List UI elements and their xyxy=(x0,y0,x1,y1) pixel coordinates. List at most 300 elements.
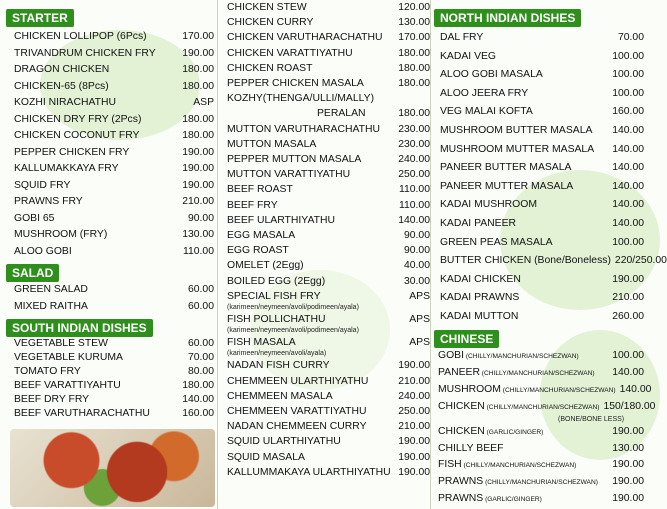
menu-item xyxy=(14,145,214,162)
menu-item xyxy=(227,312,430,327)
menu-item xyxy=(440,48,644,67)
item-price: 150/180.00 xyxy=(603,400,656,412)
south-list xyxy=(6,337,214,421)
item-price: 30.00 xyxy=(403,275,430,287)
item-name-text: EGG ROAST xyxy=(227,245,289,257)
menu-item xyxy=(14,62,214,79)
item-name xyxy=(227,465,391,480)
item-price: 230.00 xyxy=(398,123,430,135)
item-name-text: MIXED RAITHA xyxy=(14,300,88,312)
item-name-text: BEEF FRY xyxy=(227,199,278,211)
item-name-text: BUTTER CHICKEN (Bone/Boneless) xyxy=(440,255,611,267)
item-price: 190.00 xyxy=(612,273,644,285)
menu-item xyxy=(14,95,214,112)
item-name xyxy=(227,46,353,61)
menu-item xyxy=(227,15,430,30)
menu-item xyxy=(14,46,214,63)
menu-item xyxy=(14,128,214,145)
item-name-text: BEEF VARUTHARACHATHU xyxy=(14,408,150,419)
item-name-text: CHICKEN VARATTIYATHU xyxy=(227,47,353,59)
item-name xyxy=(227,358,330,373)
menu-item xyxy=(438,457,644,474)
item-name-text: BOILED EGG (2Egg) xyxy=(227,275,326,287)
item-price: 190.00 xyxy=(398,451,430,463)
item-name-text: CHEMMEEN VARATTIYATHU xyxy=(227,406,367,418)
item-price: 140.00 xyxy=(612,162,644,174)
item-name xyxy=(438,424,543,441)
salad-list xyxy=(6,282,214,315)
menu-item xyxy=(227,91,430,106)
item-style-options: (CHILLY/MANCHURIAN/SCHEZWAN) xyxy=(479,369,595,377)
item-name-text: CHICKEN ROAST xyxy=(227,62,313,74)
item-price: 190.00 xyxy=(612,458,644,470)
item-name xyxy=(227,91,374,106)
item-price: 190.00 xyxy=(398,436,430,448)
item-name xyxy=(14,79,109,96)
item-price: 180.00 xyxy=(398,47,430,59)
menu-item xyxy=(14,112,214,129)
item-name-text: DRAGON CHICKEN xyxy=(14,64,110,75)
item-name xyxy=(14,393,89,407)
item-name xyxy=(227,450,305,465)
item-name xyxy=(440,178,573,197)
item-style-options: (CHILLY/MANCHURIAN/SCHEZWAN) xyxy=(461,461,577,469)
item-name xyxy=(14,128,139,145)
menu-item xyxy=(14,211,214,228)
menu-item xyxy=(440,66,644,85)
section-salad-title: SALAD xyxy=(6,264,59,282)
item-name xyxy=(227,30,382,45)
item-name-text: KADAI MUSHROOM xyxy=(440,199,537,211)
item-name xyxy=(438,457,576,474)
middle-list xyxy=(222,0,430,480)
item-name xyxy=(440,271,521,290)
item-name xyxy=(227,404,367,419)
item-price: 190.00 xyxy=(612,492,644,504)
item-price: 140.00 xyxy=(612,143,644,155)
item-name xyxy=(14,407,150,421)
item-name xyxy=(438,382,616,399)
menu-item xyxy=(227,335,430,350)
item-name xyxy=(438,474,598,491)
menu-item xyxy=(438,382,652,399)
menu-item xyxy=(14,178,214,195)
item-name xyxy=(227,434,341,449)
item-name-text: OMELET (2Egg) xyxy=(227,260,304,272)
item-name-text: VEGETABLE STEW xyxy=(14,338,108,349)
item-price: 210.00 xyxy=(398,375,430,387)
menu-item xyxy=(227,152,430,167)
menu-item xyxy=(14,29,214,46)
menu-item xyxy=(14,79,214,96)
item-name xyxy=(14,379,121,393)
item-price: 120.00 xyxy=(398,2,430,13)
menu-item xyxy=(227,76,430,91)
item-price: 180.00 xyxy=(182,80,214,92)
item-name-text: CHICKEN LOLLIPOP (6Pcs) xyxy=(14,31,147,42)
menu-item xyxy=(227,258,430,273)
item-price: 140.00 xyxy=(182,394,214,405)
menu-item xyxy=(227,404,430,419)
item-price: 210.00 xyxy=(612,292,644,304)
menu-item xyxy=(227,374,430,389)
item-price: 160.00 xyxy=(612,106,644,118)
item-price: 100.00 xyxy=(612,69,644,81)
item-name-text: CHEMMEEN MASALA xyxy=(227,390,333,402)
item-name xyxy=(440,66,543,85)
item-price: 40.00 xyxy=(403,260,430,272)
menu-item xyxy=(440,289,644,308)
item-name xyxy=(227,289,321,304)
item-name-text: PEPPER MUTTON MASALA xyxy=(227,154,362,166)
item-name-text: PANEER xyxy=(438,366,480,378)
item-name-text: EGG MASALA xyxy=(227,230,296,242)
item-price: 190.00 xyxy=(182,179,214,191)
item-name xyxy=(227,182,293,197)
item-name xyxy=(440,103,533,122)
menu-item xyxy=(14,194,214,211)
item-name xyxy=(227,374,368,389)
item-price: 210.00 xyxy=(398,421,430,433)
item-name-text: BEEF ROAST xyxy=(227,184,293,196)
item-name-text: KOZHY(THENGA/ULLI/MALLY) xyxy=(227,93,375,105)
item-name xyxy=(440,159,571,178)
item-name-text: GREEN SALAD xyxy=(14,284,88,295)
item-price: 90.00 xyxy=(187,212,214,224)
item-price: 60.00 xyxy=(187,284,214,295)
item-price: 180.00 xyxy=(398,108,430,120)
item-name-text: FISH POLLICHATHU xyxy=(227,314,326,326)
menu-item xyxy=(227,198,430,213)
item-name xyxy=(440,48,496,67)
item-price: 220/250.00 xyxy=(614,255,667,267)
menu-item xyxy=(440,178,644,197)
item-name xyxy=(227,106,366,121)
menu-item xyxy=(440,29,644,48)
item-name-text: VEGETABLE KURUMA xyxy=(14,352,123,363)
item-price: 170.00 xyxy=(398,32,430,44)
menu-item xyxy=(14,244,214,261)
item-price: 190.00 xyxy=(182,163,214,174)
item-name xyxy=(14,282,88,299)
item-name xyxy=(440,85,528,104)
section-south-title: SOUTH INDIAN DISHES xyxy=(6,319,153,337)
item-name-text: CHILLY BEEF xyxy=(438,442,504,454)
menu-item xyxy=(440,215,644,234)
item-name-text: CHICKEN VARUTHARACHATHU xyxy=(227,32,383,44)
menu-item xyxy=(14,337,214,351)
item-price: APS xyxy=(409,314,430,326)
item-price: 180.00 xyxy=(182,113,214,125)
item-price: 260.00 xyxy=(612,310,644,322)
item-name-text: KALLUMMAKAYA ULARTHIYATHU xyxy=(227,466,391,478)
item-price: 190.00 xyxy=(182,47,214,59)
item-name-text: FISH xyxy=(438,458,462,470)
item-name-text: CHEMMEEN ULARTHIYATHU xyxy=(227,375,369,387)
menu-item xyxy=(227,465,430,480)
item-price: 180.00 xyxy=(398,62,430,74)
item-price: 180.00 xyxy=(182,130,214,141)
item-price: 80.00 xyxy=(187,366,214,377)
item-name-text: NADAN FISH CURRY xyxy=(227,360,330,372)
item-name xyxy=(14,351,123,365)
item-name-text: MUTTON VARATTIYATHU xyxy=(227,169,351,181)
item-name xyxy=(440,196,537,215)
menu-item xyxy=(14,379,214,393)
menu-item xyxy=(440,159,644,178)
starter-list xyxy=(6,29,214,260)
item-price: 100.00 xyxy=(612,349,644,361)
item-price: APS xyxy=(409,337,430,349)
item-name-text: BEEF DRY FRY xyxy=(14,394,90,405)
menu-item xyxy=(227,389,430,404)
section-starter-title: STARTER xyxy=(6,9,74,27)
item-price: 110.00 xyxy=(398,184,430,196)
item-name-text: ALOO GOBI xyxy=(14,245,72,257)
menu-item xyxy=(438,399,656,416)
menu-item xyxy=(14,407,214,421)
menu-item xyxy=(438,348,644,365)
north-list xyxy=(434,29,667,327)
item-name-text: FISH MASALA xyxy=(227,337,296,349)
item-price: 140.00 xyxy=(612,199,644,211)
item-name xyxy=(227,243,289,258)
item-name xyxy=(440,308,518,327)
item-name xyxy=(440,29,483,48)
item-name-text: PEPPER CHICKEN FRY xyxy=(14,146,130,158)
item-price: 210.00 xyxy=(182,196,214,207)
item-price: 190.00 xyxy=(612,425,644,437)
menu-item xyxy=(438,365,644,382)
item-name-text: KADAI PRAWNS xyxy=(440,292,520,304)
item-price: 180.00 xyxy=(182,380,214,391)
item-price: 190.00 xyxy=(182,146,214,158)
item-price: 110.00 xyxy=(398,199,430,211)
item-name xyxy=(227,137,316,152)
menu-item xyxy=(227,228,430,243)
menu-item xyxy=(438,474,644,491)
item-name-text: KADAI VEG xyxy=(440,50,497,62)
item-name xyxy=(440,215,516,234)
item-name-text: KADAI PANEER xyxy=(440,217,517,229)
item-price: 70.00 xyxy=(187,352,214,363)
menu-item xyxy=(440,252,667,271)
section-chinese-title: CHINESE xyxy=(434,330,499,348)
item-note: (karimeen/neymeen/avoli/ayala) xyxy=(227,350,327,358)
item-name xyxy=(440,289,519,308)
item-name-text: BEEF VARATTIYAHTU xyxy=(14,380,121,391)
menu-item xyxy=(14,351,214,365)
menu-item xyxy=(227,137,430,152)
item-name-text: KADAI CHICKEN xyxy=(440,273,521,285)
item-name-text: KOZHI NIRACHATHU xyxy=(14,97,116,108)
item-name-text: BEEF ULARTHIYATHU xyxy=(227,214,335,226)
chinese-list xyxy=(434,348,656,508)
menu-item xyxy=(227,46,430,61)
menu-item xyxy=(440,196,644,215)
item-name-text: PERALAN xyxy=(317,108,366,120)
item-name-text: SPECIAL FISH FRY xyxy=(227,290,321,302)
item-name-text: TRIVANDRUM CHICKEN FRY xyxy=(14,47,156,59)
item-name-text: CHICKEN xyxy=(438,425,485,437)
menu-item xyxy=(227,30,430,45)
item-name xyxy=(14,211,54,228)
item-name xyxy=(227,228,295,243)
menu-item xyxy=(227,289,430,304)
item-name xyxy=(227,152,361,167)
menu-item xyxy=(440,122,644,141)
item-name xyxy=(14,227,107,244)
item-price: 190.00 xyxy=(398,360,430,372)
item-name xyxy=(438,441,503,457)
item-price: 110.00 xyxy=(182,245,214,257)
item-name xyxy=(227,312,326,327)
item-name xyxy=(14,299,88,316)
menu-item xyxy=(440,271,644,290)
item-name xyxy=(438,399,599,416)
item-price: 140.00 xyxy=(398,214,430,226)
item-name-text: CHICKEN-65 (8Pcs) xyxy=(14,80,109,92)
item-price: 140.00 xyxy=(619,383,652,395)
item-name-text: PANEER MUTTER MASALA xyxy=(440,180,574,192)
item-name xyxy=(227,15,313,30)
item-price: 100.00 xyxy=(612,50,644,62)
menu-item xyxy=(14,227,214,244)
menu-item xyxy=(438,441,644,457)
item-name-text: PEPPER CHICKEN MASALA xyxy=(227,78,364,90)
item-name-text: MUSHROOM MUTTER MASALA xyxy=(440,143,595,155)
menu-item xyxy=(227,213,430,228)
item-price: 140.00 xyxy=(612,180,644,192)
item-name-text: NADAN CHEMMEEN CURRY xyxy=(227,421,367,433)
menu-item xyxy=(227,182,430,197)
item-style-options: (CHILLY/MANCHURIAN/SCHEZWAN) xyxy=(484,403,600,411)
item-name xyxy=(227,198,278,213)
item-name-text: CHICKEN STEW xyxy=(227,2,307,13)
item-name-text: KALLUMAKKAYA FRY xyxy=(14,163,119,174)
item-name xyxy=(14,244,72,261)
item-price: 60.00 xyxy=(187,300,214,312)
item-price: 180.00 xyxy=(398,78,430,90)
item-name xyxy=(14,365,81,379)
item-name xyxy=(227,76,364,91)
menu-item xyxy=(227,61,430,76)
item-name-text: GOBI xyxy=(438,349,464,361)
item-name-text: ALOO JEERA FRY xyxy=(440,87,529,99)
item-price: 140.00 xyxy=(612,366,644,378)
item-name xyxy=(14,145,129,162)
item-price: 70.00 xyxy=(617,32,644,43)
item-price: 100.00 xyxy=(612,236,644,248)
column-middle xyxy=(222,0,430,509)
item-style-options: (CHILLY/MANCHURIAN/SCHEZWAN) xyxy=(463,352,579,360)
food-photo xyxy=(10,429,215,507)
menu-item xyxy=(227,167,430,182)
item-name-text: CHICKEN DRY FRY (2Pcs) xyxy=(14,113,142,125)
item-note: (karimeen/neymeen/avoli/podimeen/ayala) xyxy=(227,304,359,312)
item-price: APS xyxy=(409,290,430,302)
menu-item xyxy=(227,243,430,258)
menu-item xyxy=(14,299,214,316)
item-name xyxy=(14,337,108,351)
item-name xyxy=(440,234,553,253)
item-name-text: GOBI 65 xyxy=(14,212,55,224)
item-name xyxy=(227,274,325,289)
item-name xyxy=(14,161,119,178)
item-name xyxy=(14,46,156,63)
item-name-text: PRAWNS xyxy=(438,475,484,487)
menu-item xyxy=(14,365,214,379)
item-name xyxy=(438,348,579,365)
item-price: 140.00 xyxy=(612,217,644,229)
item-name-text: CHICKEN COCONUT FRY xyxy=(14,130,140,141)
item-name xyxy=(14,178,70,195)
item-name-text: SQUID FRY xyxy=(14,179,71,191)
item-price: 190.00 xyxy=(612,475,644,487)
menu-item xyxy=(440,141,644,160)
menu-item xyxy=(440,308,644,327)
item-style-options: (CHILLY/MANCHURIAN/SCHEZWAN) xyxy=(500,386,616,394)
menu-item xyxy=(14,393,214,407)
item-price: 250.00 xyxy=(398,169,430,181)
item-price: 100.00 xyxy=(612,87,644,99)
item-name xyxy=(227,167,350,182)
item-name-text: MUTTON VARUTHARACHATHU xyxy=(227,123,380,135)
menu-item xyxy=(227,274,430,289)
item-name-text: MUSHROOM BUTTER MASALA xyxy=(440,124,593,136)
item-name xyxy=(227,335,296,350)
item-name-text: MUTTON MASALA xyxy=(227,138,317,150)
item-name xyxy=(227,419,367,434)
item-name xyxy=(440,141,594,160)
item-name-text: KADAI MUTTON xyxy=(440,310,519,322)
item-price: 250.00 xyxy=(398,406,430,418)
item-price: 130.00 xyxy=(182,229,214,240)
item-name-text: SQUID MASALA xyxy=(227,451,305,463)
item-name xyxy=(227,258,304,273)
menu-item xyxy=(227,122,430,137)
item-name-text: CHICKEN CURRY xyxy=(227,17,314,29)
item-name-text: DAL FRY xyxy=(440,32,484,43)
menu-item xyxy=(438,424,644,441)
item-price xyxy=(426,91,430,106)
menu-item xyxy=(14,282,214,299)
item-name-text: MUSHROOM xyxy=(438,383,501,395)
item-style-options: (GARLIC/GINGER) xyxy=(483,495,542,503)
item-name-text: CHICKEN xyxy=(438,400,485,412)
item-name xyxy=(14,194,83,211)
column-left xyxy=(6,0,214,509)
item-price: 230.00 xyxy=(398,138,430,150)
menu-item xyxy=(440,85,644,104)
item-name-text: PANEER BUTTER MASALA xyxy=(440,162,572,174)
item-name-text: MUSHROOM (FRY) xyxy=(14,229,108,240)
item-name xyxy=(14,29,147,46)
item-name-text: ALOO GOBI MASALA xyxy=(440,69,543,81)
item-style-options: (CHILLY/MANCHURIAN/SCHEZWAN) xyxy=(483,478,598,486)
item-price: 90.00 xyxy=(403,245,430,257)
item-price: ASP xyxy=(193,97,214,108)
item-name-text: TOMATO FRY xyxy=(14,366,81,377)
item-name-text: SQUID ULARTHIYATHU xyxy=(227,436,341,448)
item-note: (karimeen/neymeen/avoli/podimeen/ayala) xyxy=(227,327,359,335)
item-price: 130.00 xyxy=(398,17,430,29)
menu-item xyxy=(227,0,430,15)
menu-item xyxy=(227,106,430,121)
item-price: 130.00 xyxy=(612,442,644,454)
item-price: 170.00 xyxy=(182,31,214,42)
menu-item xyxy=(227,450,430,465)
